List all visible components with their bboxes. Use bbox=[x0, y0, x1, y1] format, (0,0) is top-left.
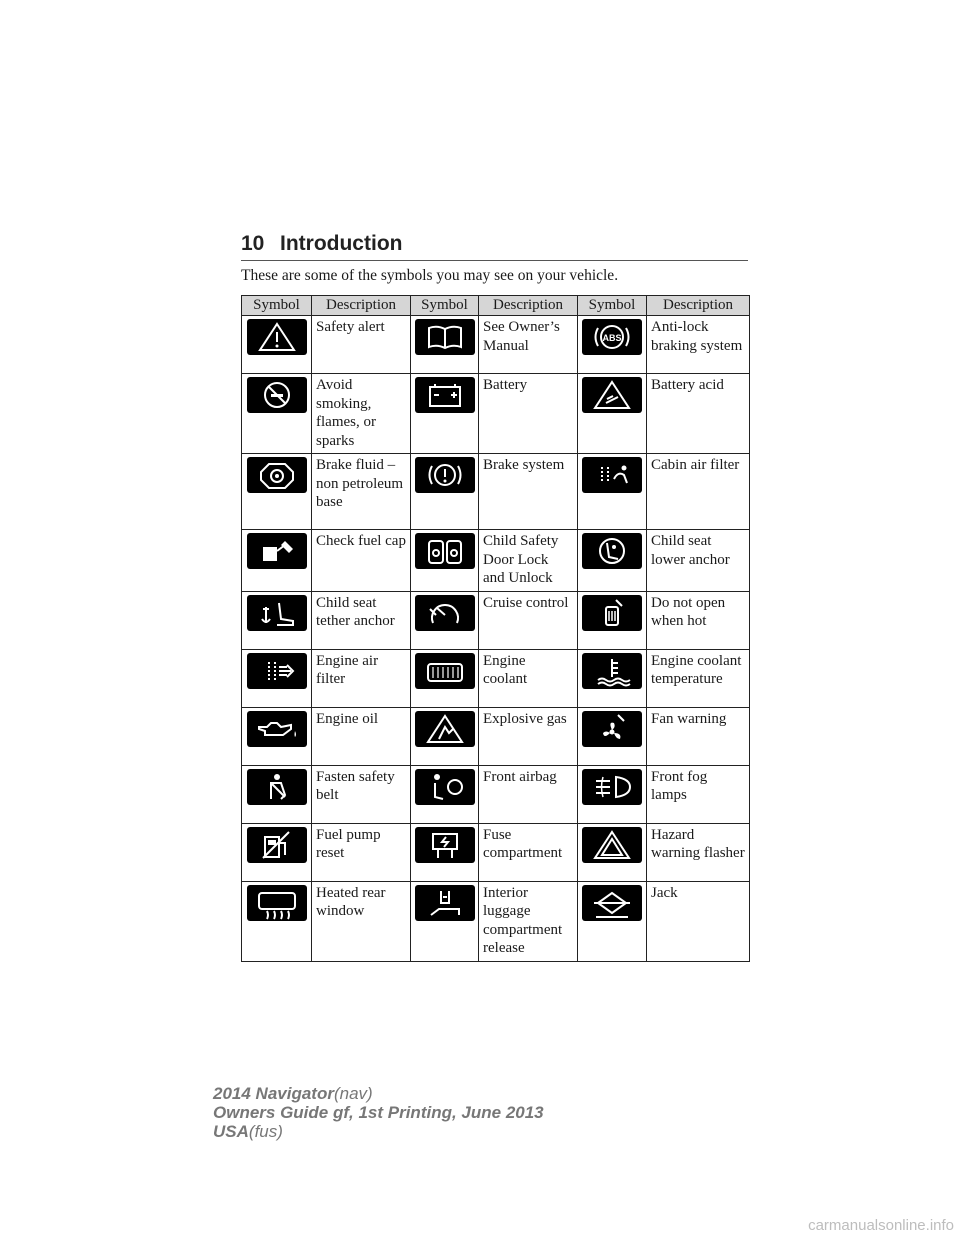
column-header-description: Description bbox=[479, 296, 578, 316]
page-number: 10 bbox=[241, 232, 265, 255]
symbol-cell bbox=[578, 707, 647, 765]
brake-fluid-icon bbox=[247, 457, 307, 493]
symbol-cell bbox=[411, 881, 479, 961]
table-row bbox=[242, 454, 750, 530]
fuel-cap-icon bbox=[247, 533, 307, 569]
no-smoking-icon bbox=[247, 377, 307, 413]
coolant-temperature-icon bbox=[582, 653, 642, 689]
symbol-cell bbox=[411, 649, 479, 707]
description-cell: Fasten safety belt bbox=[312, 765, 411, 823]
column-header-description: Description bbox=[312, 296, 411, 316]
description-cell: Battery bbox=[479, 374, 578, 454]
table-row bbox=[242, 530, 750, 592]
table-row bbox=[242, 765, 750, 823]
description-cell: Brake fluid – non petroleum base bbox=[312, 454, 411, 530]
symbol-cell bbox=[242, 454, 312, 530]
footer-model: 2014 Navigator bbox=[213, 1084, 334, 1103]
symbol-cell bbox=[242, 823, 312, 881]
description-cell: Fuse compartment bbox=[479, 823, 578, 881]
symbol-cell bbox=[578, 530, 647, 592]
battery-acid-icon bbox=[582, 377, 642, 413]
column-header-symbol: Symbol bbox=[578, 296, 647, 316]
table-row bbox=[242, 591, 750, 649]
rear-defrost-icon bbox=[247, 885, 307, 921]
description-cell: Child Safety Door Lock and Unlock bbox=[479, 530, 578, 592]
abs-icon bbox=[582, 319, 642, 355]
cruise-control-icon bbox=[415, 595, 475, 631]
symbol-cell bbox=[242, 649, 312, 707]
symbol-cell bbox=[578, 454, 647, 530]
symbol-cell bbox=[242, 591, 312, 649]
symbol-cell bbox=[578, 316, 647, 374]
symbol-cell bbox=[411, 454, 479, 530]
child-seat-anchor-icon bbox=[582, 533, 642, 569]
symbols-table-header bbox=[242, 296, 750, 316]
luggage-release-icon bbox=[415, 885, 475, 921]
engine-air-filter-icon bbox=[247, 653, 307, 689]
description-cell: Brake system bbox=[479, 454, 578, 530]
description-cell: Anti-lock braking system bbox=[647, 316, 750, 374]
symbol-cell bbox=[411, 374, 479, 454]
symbol-cell bbox=[578, 374, 647, 454]
description-cell: Front airbag bbox=[479, 765, 578, 823]
column-header-symbol: Symbol bbox=[411, 296, 479, 316]
description-cell: Front fog lamps bbox=[647, 765, 750, 823]
watermark: carmanualsonline.info bbox=[808, 1217, 954, 1234]
fuel-pump-reset-icon bbox=[247, 827, 307, 863]
symbol-cell bbox=[242, 316, 312, 374]
symbol-cell bbox=[411, 530, 479, 592]
symbol-cell bbox=[411, 765, 479, 823]
description-cell: Heated rear window bbox=[312, 881, 411, 961]
column-header-description: Description bbox=[647, 296, 750, 316]
cabin-air-filter-icon bbox=[582, 457, 642, 493]
symbols-table-body bbox=[242, 316, 750, 962]
front-fog-lamp-icon bbox=[582, 769, 642, 805]
description-cell: Fuel pump reset bbox=[312, 823, 411, 881]
description-cell: Check fuel cap bbox=[312, 530, 411, 592]
seat-belt-icon bbox=[247, 769, 307, 805]
table-row bbox=[242, 881, 750, 961]
footer-market: USA bbox=[213, 1122, 249, 1141]
description-cell: Interior luggage compartment release bbox=[479, 881, 578, 961]
footer-market-code: (fus) bbox=[248, 1122, 283, 1141]
symbol-cell bbox=[411, 823, 479, 881]
jack-icon bbox=[582, 885, 642, 921]
description-cell: Engine coolant temperature bbox=[647, 649, 750, 707]
fan-warning-icon bbox=[582, 711, 642, 747]
description-cell: Fan warning bbox=[647, 707, 750, 765]
description-cell: Battery acid bbox=[647, 374, 750, 454]
symbol-cell bbox=[242, 530, 312, 592]
section-title: Introduction bbox=[280, 232, 403, 255]
intro-text: These are some of the symbols you may see on your vehicle. bbox=[241, 267, 619, 284]
description-cell: Cruise control bbox=[479, 591, 578, 649]
explosive-gas-icon bbox=[415, 711, 475, 747]
description-cell: Jack bbox=[647, 881, 750, 961]
symbol-cell bbox=[411, 707, 479, 765]
description-cell: Safety alert bbox=[312, 316, 411, 374]
symbol-cell bbox=[242, 881, 312, 961]
footer bbox=[213, 1084, 544, 1141]
symbol-cell bbox=[411, 316, 479, 374]
description-cell: Cabin air filter bbox=[647, 454, 750, 530]
child-seat-tether-icon bbox=[247, 595, 307, 631]
table-row bbox=[242, 649, 750, 707]
description-cell: Engine coolant bbox=[479, 649, 578, 707]
svg-text:ABS: ABS bbox=[602, 333, 622, 343]
symbol-cell bbox=[578, 765, 647, 823]
table-row bbox=[242, 374, 750, 454]
front-airbag-icon bbox=[415, 769, 475, 805]
owners-manual-icon bbox=[415, 319, 475, 355]
description-cell: Engine air filter bbox=[312, 649, 411, 707]
page-header bbox=[241, 230, 748, 261]
safety-alert-icon bbox=[247, 319, 307, 355]
symbol-cell bbox=[242, 765, 312, 823]
hazard-flasher-icon bbox=[582, 827, 642, 863]
description-cell: Explosive gas bbox=[479, 707, 578, 765]
engine-coolant-icon bbox=[415, 653, 475, 689]
description-cell: Child seat tether anchor bbox=[312, 591, 411, 649]
do-not-open-hot-icon bbox=[582, 595, 642, 631]
description-cell: Engine oil bbox=[312, 707, 411, 765]
footer-edition: Owners Guide gf, 1st Printing, June 2013 bbox=[213, 1103, 544, 1122]
battery-icon bbox=[415, 377, 475, 413]
symbol-cell bbox=[578, 649, 647, 707]
symbols-table bbox=[241, 295, 750, 962]
column-header-symbol: Symbol bbox=[242, 296, 312, 316]
description-cell: Hazard warning flasher bbox=[647, 823, 750, 881]
description-cell: Do not open when hot bbox=[647, 591, 750, 649]
table-row bbox=[242, 316, 750, 374]
description-cell: See Owner’s Manual bbox=[479, 316, 578, 374]
child-lock-icon bbox=[415, 533, 475, 569]
footer-model-code: (nav) bbox=[333, 1084, 373, 1103]
description-cell: Child seat lower anchor bbox=[647, 530, 750, 592]
table-row bbox=[242, 707, 750, 765]
symbol-cell bbox=[242, 374, 312, 454]
symbol-cell bbox=[578, 881, 647, 961]
symbol-cell bbox=[242, 707, 312, 765]
symbol-cell bbox=[578, 823, 647, 881]
engine-oil-icon bbox=[247, 711, 307, 747]
symbol-cell bbox=[411, 591, 479, 649]
table-row bbox=[242, 823, 750, 881]
fuse-icon bbox=[415, 827, 475, 863]
description-cell: Avoid smoking, flames, or sparks bbox=[312, 374, 411, 454]
symbol-cell bbox=[578, 591, 647, 649]
brake-system-icon bbox=[415, 457, 475, 493]
